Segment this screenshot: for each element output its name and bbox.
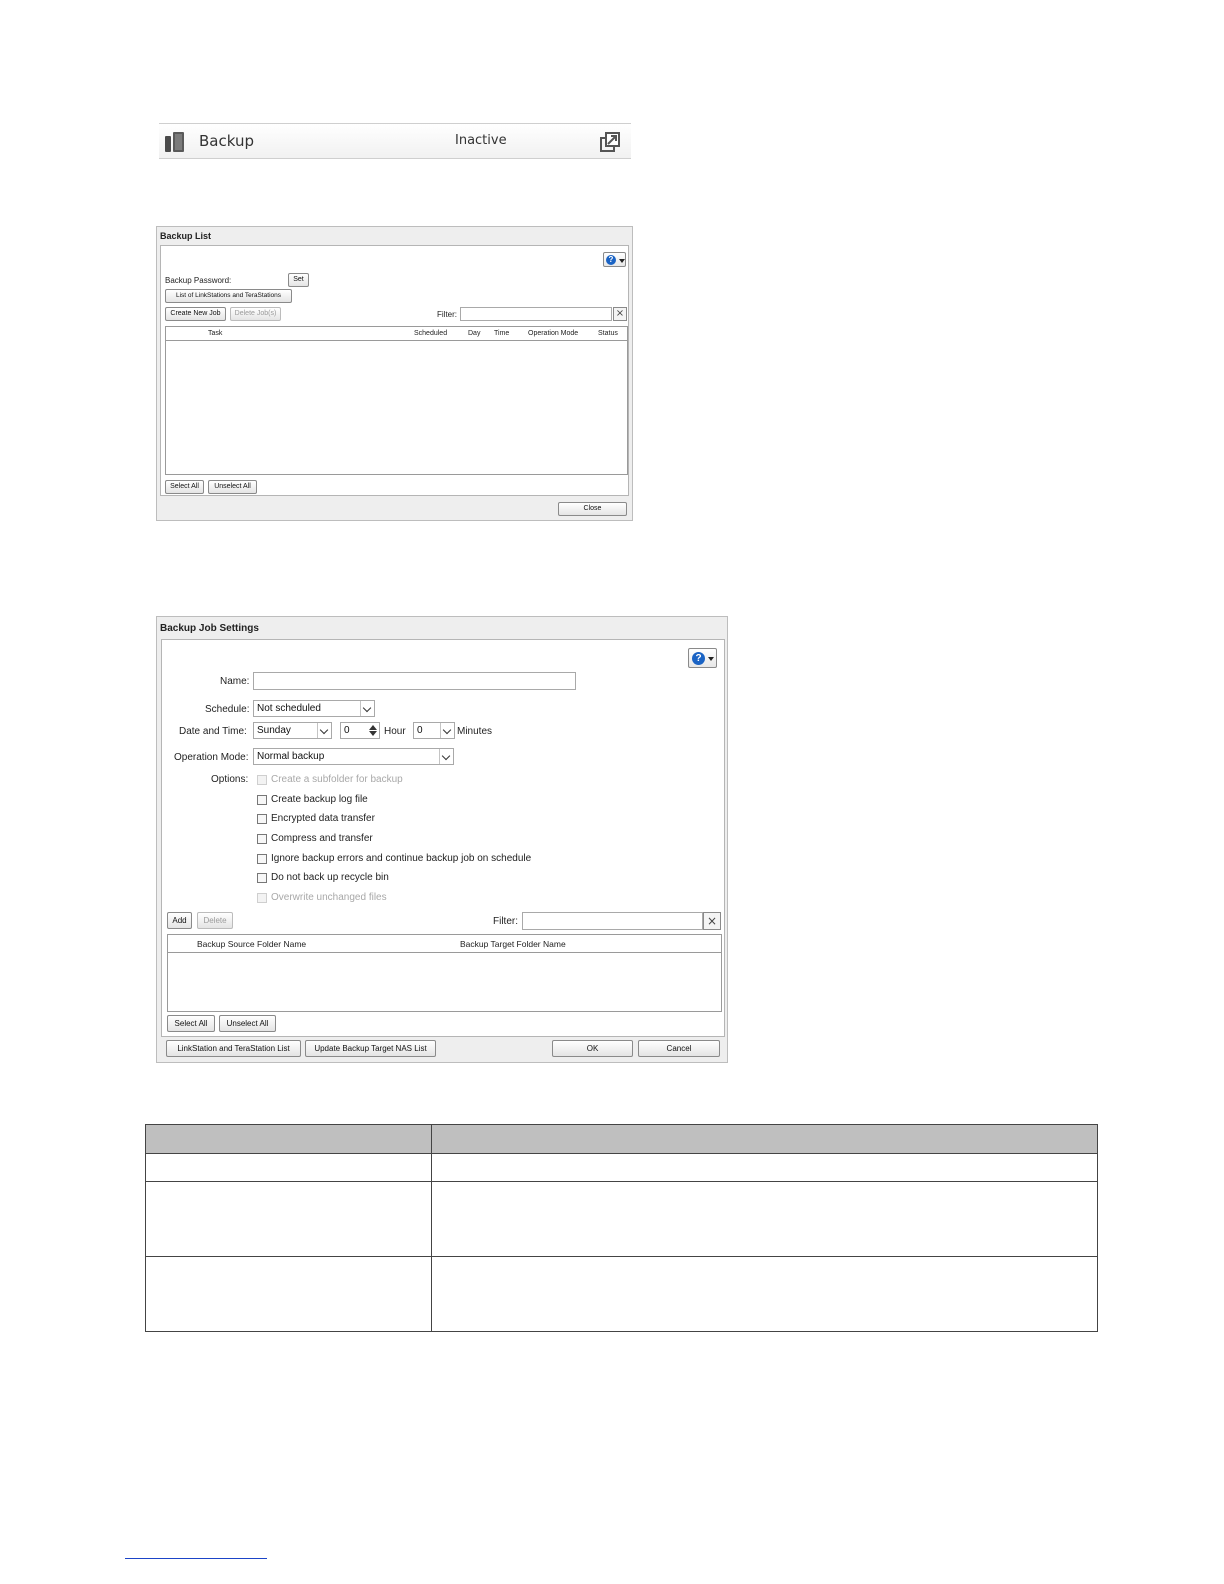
delete-jobs-button[interactable]: Delete Job(s) [230, 307, 281, 321]
dialog-title: Backup List [160, 231, 212, 241]
grid-header [168, 935, 721, 953]
day-select[interactable] [253, 722, 332, 739]
column-operation-mode[interactable]: Operation Mode [528, 330, 579, 337]
schedule-label: Schedule: [205, 704, 250, 715]
close-icon: × [615, 308, 625, 319]
hour-label: Hour [384, 726, 406, 737]
name-input[interactable] [253, 672, 576, 690]
jobs-grid [165, 326, 628, 475]
table-header-cell [432, 1125, 1098, 1154]
table-cell [146, 1154, 432, 1182]
select-all-button[interactable]: Select All [167, 1015, 215, 1032]
option-label: Overwrite unchanged files [271, 892, 387, 903]
table-row [146, 1154, 1098, 1182]
unselect-all-button[interactable]: Unselect All [219, 1015, 276, 1032]
option-label: Encrypted data transfer [271, 813, 375, 824]
list-stations-button[interactable]: List of LinkStations and TeraStations [165, 289, 292, 303]
unselect-all-button[interactable]: Unselect All [208, 480, 257, 494]
grid-header [166, 327, 627, 341]
column-time[interactable]: Time [494, 330, 510, 337]
backup-job-settings-dialog [156, 616, 728, 1063]
option-label: Do not back up recycle bin [271, 872, 389, 883]
minutes-select[interactable] [413, 722, 455, 739]
filter-input[interactable] [522, 912, 703, 930]
chevron-down-icon [440, 723, 454, 738]
update-nas-list-button[interactable]: Update Backup Target NAS List [305, 1040, 436, 1057]
column-target-folder[interactable]: Backup Target Folder Name [460, 939, 566, 949]
backup-list-panel [160, 245, 629, 496]
table-cell [146, 1257, 432, 1332]
hour-stepper[interactable] [340, 722, 380, 739]
filter-input[interactable] [460, 307, 612, 321]
help-icon: ? [692, 652, 705, 665]
dialog-title: Backup Job Settings [160, 623, 259, 634]
table-row [146, 1257, 1098, 1332]
option-label: Create backup log file [271, 794, 368, 805]
filter-label: Filter: [437, 310, 457, 319]
open-settings-icon[interactable] [600, 132, 620, 152]
close-icon: × [706, 914, 718, 928]
set-password-button[interactable]: Set [288, 273, 309, 287]
checkbox[interactable] [257, 814, 267, 824]
options-label: Options: [211, 774, 249, 785]
checkbox[interactable] [257, 873, 267, 883]
help-icon: ? [606, 255, 616, 265]
name-label: Name: [220, 676, 250, 687]
close-button[interactable]: Close [558, 502, 627, 516]
table-header-row [146, 1125, 1098, 1154]
create-new-job-button[interactable]: Create New Job [165, 307, 226, 321]
stepper-arrows-icon[interactable] [367, 723, 379, 738]
chevron-down-icon [360, 701, 374, 716]
option-label: Create a subfolder for backup [271, 774, 403, 785]
table-cell [432, 1182, 1098, 1257]
checkbox[interactable] [257, 834, 267, 844]
checkbox[interactable] [257, 893, 267, 903]
chevron-down-icon [439, 749, 453, 764]
schedule-select[interactable] [253, 700, 375, 717]
folder-grid [167, 934, 722, 1012]
select-all-button[interactable]: Select All [165, 480, 204, 494]
help-button[interactable] [688, 648, 717, 668]
option-label: Compress and transfer [271, 833, 373, 844]
date-time-label: Date and Time: [179, 726, 247, 737]
backup-status-bar [159, 123, 631, 159]
column-status[interactable]: Status [598, 330, 618, 337]
clear-filter-button[interactable] [613, 307, 627, 321]
table-cell [146, 1182, 432, 1257]
station-list-button[interactable]: LinkStation and TeraStation List [166, 1040, 301, 1057]
checkbox[interactable] [257, 795, 267, 805]
minutes-label: Minutes [457, 726, 493, 737]
ok-button[interactable]: OK [552, 1040, 633, 1057]
delete-folder-button[interactable]: Delete [197, 912, 233, 929]
footnote-separator [125, 1558, 267, 1559]
settings-description-table [145, 1124, 1098, 1332]
job-settings-panel [161, 639, 725, 1037]
table-cell [432, 1154, 1098, 1182]
schedule-value: Not scheduled [257, 703, 321, 714]
chevron-down-icon [619, 259, 625, 263]
chevron-down-icon [317, 723, 331, 738]
checkbox[interactable] [257, 854, 267, 864]
table-cell [432, 1257, 1098, 1332]
add-folder-button[interactable]: Add [167, 912, 192, 929]
chevron-down-icon [708, 657, 714, 661]
backup-status-text: Inactive [455, 133, 507, 148]
operation-mode-value: Normal backup [257, 751, 325, 762]
operation-mode-label: Operation Mode: [174, 752, 249, 763]
operation-mode-select[interactable] [253, 748, 454, 765]
day-value: Sunday [257, 725, 291, 736]
table-row [146, 1182, 1098, 1257]
help-button[interactable] [603, 252, 626, 267]
backup-app-icon [165, 132, 185, 153]
table-header-cell [146, 1125, 432, 1154]
clear-filter-button[interactable] [703, 912, 721, 930]
filter-label: Filter: [493, 916, 518, 927]
column-day[interactable]: Day [468, 330, 481, 337]
minutes-value: 0 [417, 725, 423, 736]
backup-list-dialog [156, 226, 633, 521]
backup-password-label: Backup Password: [165, 276, 232, 285]
checkbox[interactable] [257, 775, 267, 785]
option-label: Ignore backup errors and continue backup job on schedule [271, 853, 532, 864]
hour-value: 0 [344, 725, 350, 736]
column-scheduled[interactable]: Scheduled [414, 330, 448, 337]
column-task[interactable]: Task [208, 330, 223, 337]
cancel-button[interactable]: Cancel [638, 1040, 720, 1057]
backup-app-name: Backup [199, 132, 254, 150]
column-source-folder[interactable]: Backup Source Folder Name [197, 939, 307, 949]
